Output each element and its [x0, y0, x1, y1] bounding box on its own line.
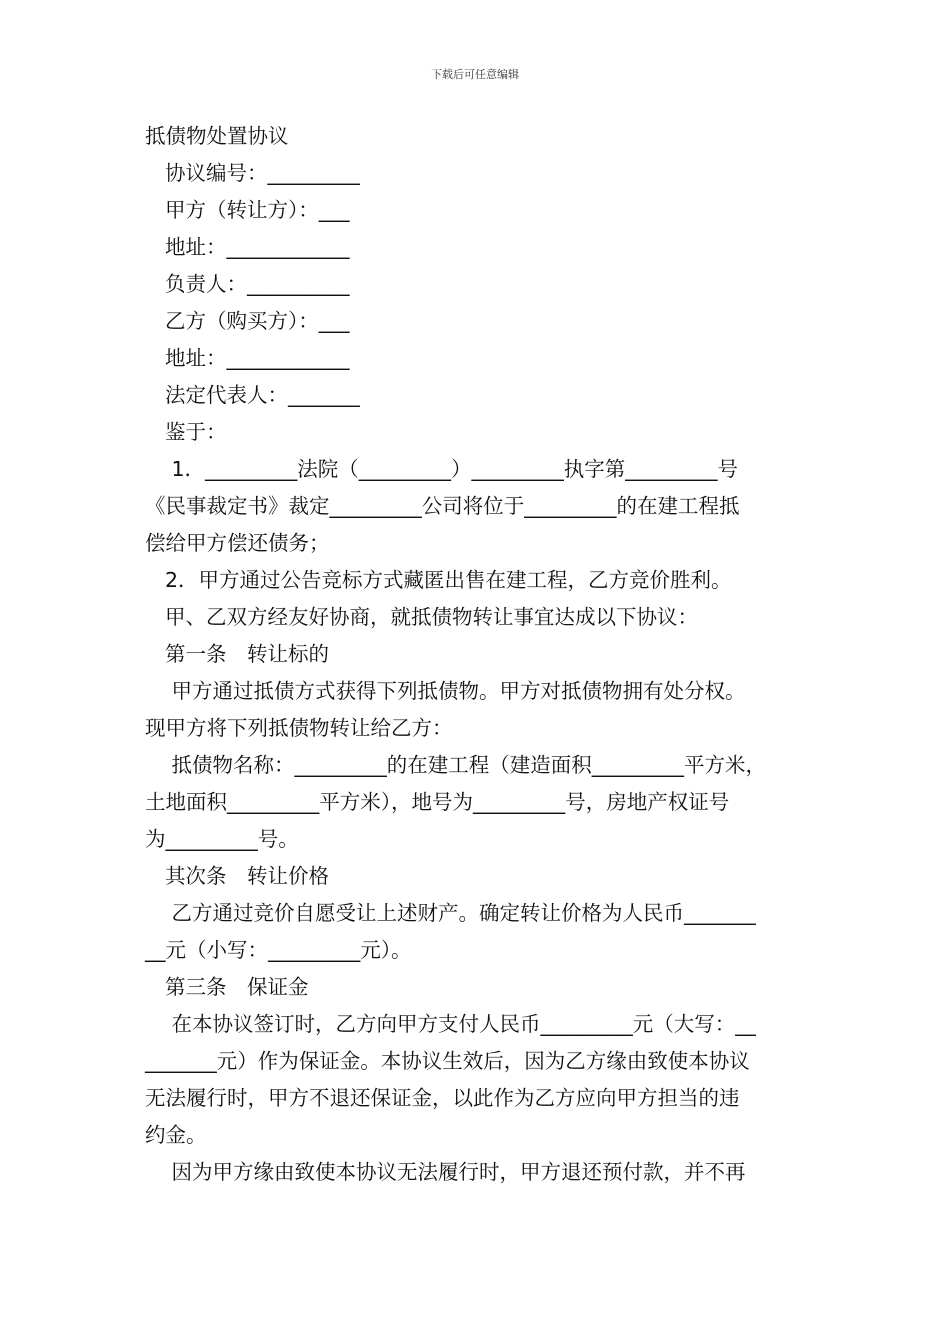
party-b-rep-field: 法定代表人：_______: [165, 383, 360, 407]
preamble: 甲、乙双方经友好协商，就抵债物转让事宜达成以下协议：: [165, 605, 698, 629]
agreement-no-field: 协议编号：_________: [165, 161, 360, 185]
article-2-heading: 其次条 转让价格: [165, 864, 329, 888]
recital-2: 2．甲方通过公告竞标方式藏匿出售在建工程，乙方竞价胜利。: [165, 568, 732, 592]
article-3-heading: 第三条 保证金: [165, 975, 309, 999]
recital-1-line: 偿给甲方偿还债务；: [145, 531, 330, 555]
article-3-line: 约金。: [145, 1123, 207, 1147]
article-1-item-line: 为_________号。: [145, 827, 299, 851]
article-1-line: 甲方通过抵债方式获得下列抵债物。甲方对抵债物拥有处分权。: [165, 679, 746, 703]
recital-1-line: 1．_________法院（_________）_________执字第_________号: [165, 457, 739, 481]
article-3-line: 无法履行时，甲方不退还保证金，以此作为乙方应向甲方担当的违: [145, 1086, 740, 1110]
recital-1-line: 《民事裁定书》裁定_________公司将位于_________的在建工程抵: [145, 494, 740, 518]
party-b-field: 乙方（购买方）：___: [165, 309, 350, 333]
article-3-line: _______元）作为保证金。本协议生效后，因为乙方缘由致使本协议: [145, 1049, 750, 1073]
article-1-item-line: 土地面积_________平方米），地号为_________号，房地产权证号: [145, 790, 730, 814]
header-note: 下载后可任意编辑: [431, 68, 519, 81]
article-3-line-2: 因为甲方缘由致使本协议无法履行时，甲方退还预付款，并不再: [165, 1160, 746, 1184]
party-a-field: 甲方（转让方）：___: [165, 198, 350, 222]
party-b-address-field: 地址：____________: [165, 346, 350, 370]
party-a-person-field: 负责人：__________: [165, 272, 350, 296]
document-title: 抵债物处置协议: [145, 124, 289, 148]
article-1-heading: 第一条 转让标的: [165, 642, 329, 666]
whereas-label: 鉴于：: [165, 420, 227, 444]
article-2-line: 乙方通过竞价自愿受让上述财产。确定转让价格为人民币_______: [165, 901, 756, 925]
article-1-line: 现甲方将下列抵债物转让给乙方：: [145, 716, 453, 740]
article-2-line: __元（小写：_________元）。: [145, 938, 412, 962]
article-1-item-line: 抵债物名称：_________的在建工程（建造面积_________平方米，: [165, 753, 767, 777]
document-body: [145, 118, 813, 1191]
party-a-address-field: 地址：____________: [165, 235, 350, 259]
article-3-line: 在本协议签订时，乙方向甲方支付人民币_________元（大写：__: [165, 1012, 756, 1036]
